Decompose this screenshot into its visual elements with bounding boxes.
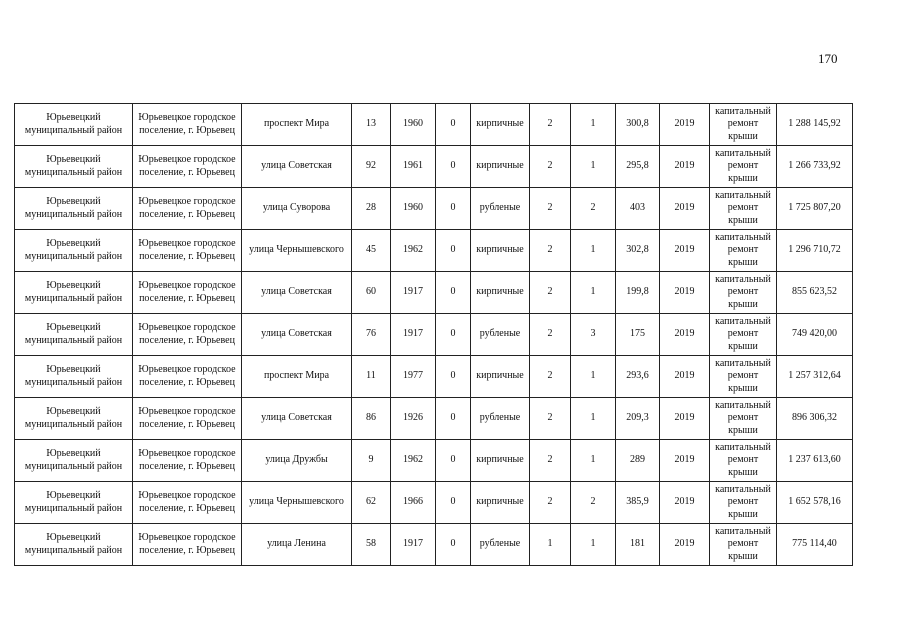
cell-zero: 0 xyxy=(436,104,471,146)
table-row xyxy=(15,230,853,272)
cell-settlement: Юрьевецкое городское поселение, г. Юрьевец xyxy=(133,482,242,524)
cell-street: улица Дружбы xyxy=(242,440,352,482)
cell-house-number: 86 xyxy=(352,398,391,440)
cell-floors: 2 xyxy=(530,440,571,482)
cell-district: Юрьевецкий муниципальный район xyxy=(15,356,133,398)
cell-zero: 0 xyxy=(436,482,471,524)
table-row xyxy=(15,356,853,398)
cell-work-type: капитальный ремонт крыши xyxy=(710,230,777,272)
cell-area: 295,8 xyxy=(616,146,660,188)
cell-wall-material: кирпичные xyxy=(471,440,530,482)
cell-entrances: 2 xyxy=(571,188,616,230)
cell-wall-material: рубленые xyxy=(471,398,530,440)
cell-sum: 1 288 145,92 xyxy=(777,104,853,146)
cell-entrances: 1 xyxy=(571,104,616,146)
cell-sum: 1 725 807,20 xyxy=(777,188,853,230)
cell-area: 209,3 xyxy=(616,398,660,440)
cell-work-type: капитальный ремонт крыши xyxy=(710,482,777,524)
cell-entrances: 1 xyxy=(571,272,616,314)
cell-settlement: Юрьевецкое городское поселение, г. Юрьевец xyxy=(133,356,242,398)
cell-house-number: 58 xyxy=(352,524,391,566)
cell-sum: 749 420,00 xyxy=(777,314,853,356)
cell-floors: 2 xyxy=(530,272,571,314)
cell-plan-year: 2019 xyxy=(660,440,710,482)
table-row xyxy=(15,482,853,524)
cell-house-number: 92 xyxy=(352,146,391,188)
cell-wall-material: кирпичные xyxy=(471,104,530,146)
table-row xyxy=(15,104,853,146)
table-row xyxy=(15,314,853,356)
cell-area: 403 xyxy=(616,188,660,230)
cell-district: Юрьевецкий муниципальный район xyxy=(15,398,133,440)
cell-year-built: 1960 xyxy=(391,188,436,230)
cell-year-built: 1926 xyxy=(391,398,436,440)
cell-work-type: капитальный ремонт крыши xyxy=(710,524,777,566)
cell-year-built: 1917 xyxy=(391,314,436,356)
cell-floors: 2 xyxy=(530,146,571,188)
cell-zero: 0 xyxy=(436,272,471,314)
table-row xyxy=(15,188,853,230)
cell-floors: 2 xyxy=(530,398,571,440)
cell-district: Юрьевецкий муниципальный район xyxy=(15,314,133,356)
cell-settlement: Юрьевецкое городское поселение, г. Юрьевец xyxy=(133,230,242,272)
cell-entrances: 3 xyxy=(571,314,616,356)
cell-plan-year: 2019 xyxy=(660,524,710,566)
cell-zero: 0 xyxy=(436,314,471,356)
cell-district: Юрьевецкий муниципальный район xyxy=(15,272,133,314)
cell-sum: 1 652 578,16 xyxy=(777,482,853,524)
cell-area: 293,6 xyxy=(616,356,660,398)
cell-plan-year: 2019 xyxy=(660,146,710,188)
cell-year-built: 1961 xyxy=(391,146,436,188)
cell-floors: 2 xyxy=(530,230,571,272)
cell-street: улица Советская xyxy=(242,272,352,314)
cell-wall-material: рубленые xyxy=(471,314,530,356)
cell-wall-material: рубленые xyxy=(471,188,530,230)
cell-settlement: Юрьевецкое городское поселение, г. Юрьевец xyxy=(133,398,242,440)
cell-district: Юрьевецкий муниципальный район xyxy=(15,104,133,146)
cell-street: улица Советская xyxy=(242,314,352,356)
cell-house-number: 45 xyxy=(352,230,391,272)
cell-work-type: капитальный ремонт крыши xyxy=(710,398,777,440)
cell-street: улица Советская xyxy=(242,398,352,440)
cell-zero: 0 xyxy=(436,398,471,440)
cell-wall-material: кирпичные xyxy=(471,230,530,272)
cell-sum: 1 296 710,72 xyxy=(777,230,853,272)
cell-house-number: 76 xyxy=(352,314,391,356)
table-row xyxy=(15,146,853,188)
cell-street: проспект Мира xyxy=(242,104,352,146)
cell-settlement: Юрьевецкое городское поселение, г. Юрьевец xyxy=(133,188,242,230)
cell-floors: 1 xyxy=(530,524,571,566)
cell-settlement: Юрьевецкое городское поселение, г. Юрьевец xyxy=(133,440,242,482)
cell-zero: 0 xyxy=(436,146,471,188)
cell-area: 300,8 xyxy=(616,104,660,146)
cell-year-built: 1960 xyxy=(391,104,436,146)
cell-sum: 896 306,32 xyxy=(777,398,853,440)
cell-wall-material: рубленые xyxy=(471,524,530,566)
cell-house-number: 28 xyxy=(352,188,391,230)
cell-entrances: 1 xyxy=(571,440,616,482)
cell-house-number: 9 xyxy=(352,440,391,482)
cell-work-type: капитальный ремонт крыши xyxy=(710,272,777,314)
cell-entrances: 2 xyxy=(571,482,616,524)
cell-house-number: 11 xyxy=(352,356,391,398)
cell-entrances: 1 xyxy=(571,398,616,440)
cell-floors: 2 xyxy=(530,188,571,230)
cell-plan-year: 2019 xyxy=(660,482,710,524)
page-number: 170 xyxy=(818,51,838,66)
cell-work-type: капитальный ремонт крыши xyxy=(710,440,777,482)
table-row xyxy=(15,398,853,440)
cell-zero: 0 xyxy=(436,524,471,566)
cell-plan-year: 2019 xyxy=(660,230,710,272)
cell-floors: 2 xyxy=(530,356,571,398)
cell-sum: 1 266 733,92 xyxy=(777,146,853,188)
cell-year-built: 1966 xyxy=(391,482,436,524)
cell-floors: 2 xyxy=(530,104,571,146)
cell-work-type: капитальный ремонт крыши xyxy=(710,356,777,398)
cell-wall-material: кирпичные xyxy=(471,482,530,524)
cell-settlement: Юрьевецкое городское поселение, г. Юрьевец xyxy=(133,272,242,314)
cell-year-built: 1962 xyxy=(391,230,436,272)
cell-district: Юрьевецкий муниципальный район xyxy=(15,524,133,566)
cell-district: Юрьевецкий муниципальный район xyxy=(15,482,133,524)
cell-year-built: 1917 xyxy=(391,272,436,314)
cell-wall-material: кирпичные xyxy=(471,356,530,398)
cell-zero: 0 xyxy=(436,230,471,272)
cell-settlement: Юрьевецкое городское поселение, г. Юрьевец xyxy=(133,314,242,356)
cell-work-type: капитальный ремонт крыши xyxy=(710,146,777,188)
cell-sum: 1 237 613,60 xyxy=(777,440,853,482)
cell-street: проспект Мира xyxy=(242,356,352,398)
cell-settlement: Юрьевецкое городское поселение, г. Юрьевец xyxy=(133,524,242,566)
cell-street: улица Чернышевского xyxy=(242,482,352,524)
cell-settlement: Юрьевецкое городское поселение, г. Юрьевец xyxy=(133,146,242,188)
table-row xyxy=(15,524,853,566)
cell-sum: 855 623,52 xyxy=(777,272,853,314)
cell-street: улица Советская xyxy=(242,146,352,188)
cell-district: Юрьевецкий муниципальный район xyxy=(15,440,133,482)
cell-house-number: 13 xyxy=(352,104,391,146)
cell-wall-material: кирпичные xyxy=(471,146,530,188)
cell-street: улица Чернышевского xyxy=(242,230,352,272)
cell-entrances: 1 xyxy=(571,146,616,188)
cell-area: 302,8 xyxy=(616,230,660,272)
cell-street: улица Суворова xyxy=(242,188,352,230)
cell-zero: 0 xyxy=(436,356,471,398)
cell-entrances: 1 xyxy=(571,524,616,566)
cell-house-number: 62 xyxy=(352,482,391,524)
cell-district: Юрьевецкий муниципальный район xyxy=(15,230,133,272)
cell-year-built: 1917 xyxy=(391,524,436,566)
cell-zero: 0 xyxy=(436,440,471,482)
cell-area: 289 xyxy=(616,440,660,482)
cell-district: Юрьевецкий муниципальный район xyxy=(15,146,133,188)
table-row xyxy=(15,440,853,482)
cell-sum: 775 114,40 xyxy=(777,524,853,566)
cell-district: Юрьевецкий муниципальный район xyxy=(15,188,133,230)
cell-street: улица Ленина xyxy=(242,524,352,566)
cell-floors: 2 xyxy=(530,314,571,356)
cell-plan-year: 2019 xyxy=(660,314,710,356)
cell-area: 199,8 xyxy=(616,272,660,314)
cell-work-type: капитальный ремонт крыши xyxy=(710,104,777,146)
cell-plan-year: 2019 xyxy=(660,188,710,230)
buildings-table xyxy=(14,103,853,566)
cell-area: 385,9 xyxy=(616,482,660,524)
cell-year-built: 1962 xyxy=(391,440,436,482)
cell-wall-material: кирпичные xyxy=(471,272,530,314)
cell-house-number: 60 xyxy=(352,272,391,314)
cell-work-type: капитальный ремонт крыши xyxy=(710,314,777,356)
cell-year-built: 1977 xyxy=(391,356,436,398)
cell-sum: 1 257 312,64 xyxy=(777,356,853,398)
cell-settlement: Юрьевецкое городское поселение, г. Юрьевец xyxy=(133,104,242,146)
cell-entrances: 1 xyxy=(571,230,616,272)
cell-area: 181 xyxy=(616,524,660,566)
table-body xyxy=(15,104,853,566)
cell-area: 175 xyxy=(616,314,660,356)
table-row xyxy=(15,272,853,314)
cell-entrances: 1 xyxy=(571,356,616,398)
cell-plan-year: 2019 xyxy=(660,398,710,440)
cell-plan-year: 2019 xyxy=(660,272,710,314)
cell-plan-year: 2019 xyxy=(660,356,710,398)
cell-work-type: капитальный ремонт крыши xyxy=(710,188,777,230)
cell-plan-year: 2019 xyxy=(660,104,710,146)
cell-floors: 2 xyxy=(530,482,571,524)
cell-zero: 0 xyxy=(436,188,471,230)
